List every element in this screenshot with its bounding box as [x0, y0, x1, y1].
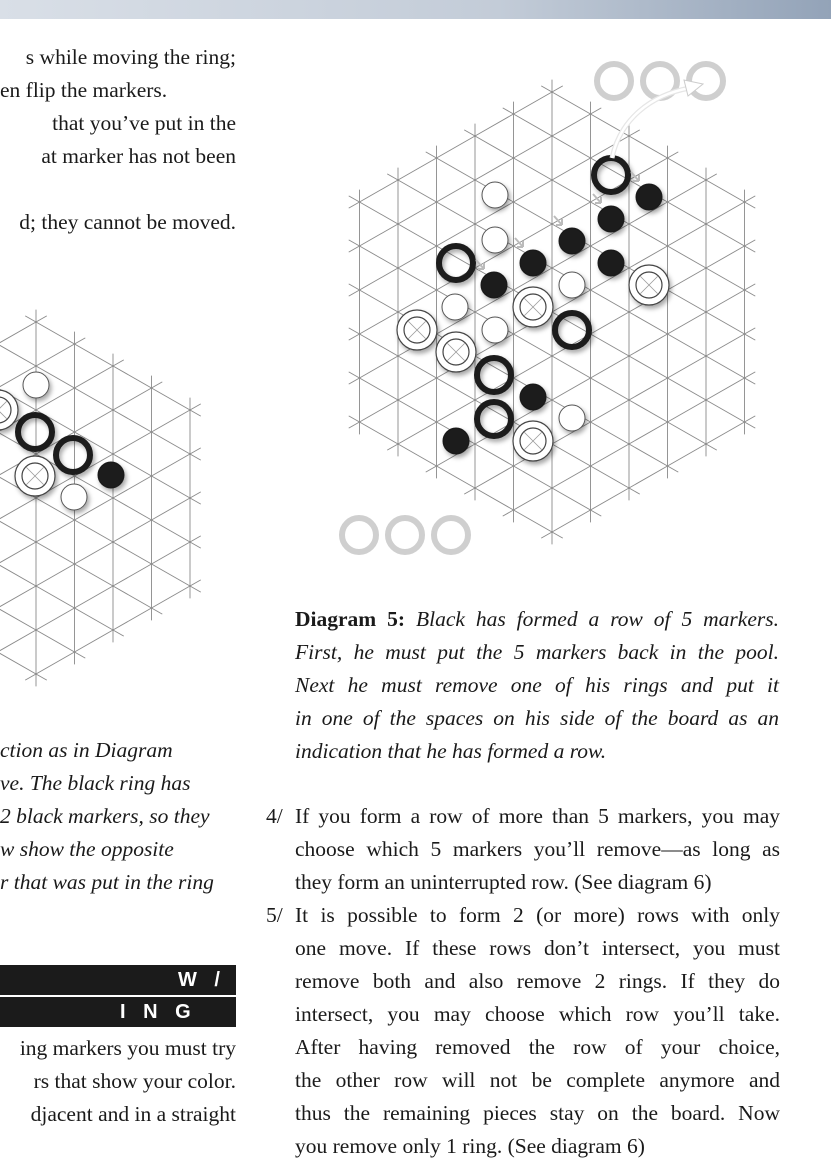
grid-stub [349, 328, 360, 334]
grid-line [152, 388, 191, 410]
rule-number: 5/ [266, 903, 283, 927]
rule-line: It is possible to form 2 (or more) rows with only [295, 903, 780, 927]
grid-stub [745, 372, 756, 378]
grid-line [629, 334, 668, 356]
scoring-ring [388, 518, 422, 552]
black-marker [636, 184, 662, 210]
grid-line [113, 432, 152, 454]
rule-line: the other row will not be complete anymore and [295, 1068, 780, 1092]
grid-line [475, 158, 514, 180]
left-caption-line: ve. The black ring has [0, 771, 191, 795]
grid-line [75, 520, 114, 542]
grid-line [360, 378, 399, 400]
grid-line [706, 422, 745, 444]
grid-stub [349, 416, 360, 422]
white-marker [482, 182, 508, 208]
black-ring [477, 402, 511, 436]
grid-line [514, 202, 553, 224]
grid-stub [706, 444, 717, 450]
grid-line [398, 422, 437, 444]
grid-line [668, 202, 707, 224]
rule-number: 4/ [266, 804, 283, 828]
grid-stub [113, 630, 124, 636]
grid-stub [464, 488, 475, 494]
rule-item [266, 800, 780, 899]
rule-line: After having removed the row of your choice, [295, 1035, 780, 1059]
grid-line [591, 422, 630, 444]
grid-line [668, 378, 707, 400]
grid-line [475, 466, 514, 488]
grid-stub [152, 382, 163, 388]
white-marker [559, 405, 585, 431]
grid-stub [349, 334, 360, 340]
grid-stub [152, 608, 163, 614]
left-text-line: that you’ve put in the [52, 111, 236, 135]
grid-line [75, 586, 114, 608]
grid-line [113, 410, 152, 432]
grid-line [591, 136, 630, 158]
grid-line [360, 400, 399, 422]
left-text-line: s while moving the ring; [25, 45, 236, 69]
grid-stub [349, 240, 360, 246]
grid-line [398, 180, 437, 202]
rule-line: thus the remaining pieces stay on the board. Now [295, 1101, 780, 1125]
grid-line [113, 366, 152, 388]
grid-line [591, 400, 630, 422]
grid-line [591, 312, 630, 334]
left-caption-line: r that was put in the ring [0, 870, 214, 894]
grid-stub [349, 284, 360, 290]
grid-line [75, 344, 114, 366]
grid-line [475, 444, 514, 466]
grid-line [552, 180, 591, 202]
grid-line [706, 224, 745, 246]
white-marker [482, 317, 508, 343]
black-marker [559, 228, 585, 254]
grid-line [706, 400, 745, 422]
grid-stub [745, 240, 756, 246]
left-text-line: d; they cannot be moved. [19, 210, 236, 234]
grid-stub [75, 338, 86, 344]
grid-line [668, 356, 707, 378]
grid-line [437, 136, 476, 158]
flip-arrow-icon [631, 172, 639, 181]
scoring-ring [597, 64, 631, 98]
grid-line [75, 410, 114, 432]
grid-line [629, 136, 668, 158]
scoring-ring [434, 518, 468, 552]
grid-line [0, 564, 36, 586]
scoring-ring [689, 64, 723, 98]
grid-line [437, 180, 476, 202]
grid-stub [190, 448, 201, 454]
grid-line [514, 488, 553, 510]
black-marker [520, 384, 546, 410]
grid-line [514, 510, 553, 532]
left-text-line: rs that show your color. [33, 1069, 236, 1093]
grid-line [706, 180, 745, 202]
grid-stub [349, 196, 360, 202]
grid-line [629, 466, 668, 488]
grid-line [360, 334, 399, 356]
grid-line [75, 608, 114, 630]
rules-list [266, 800, 780, 1163]
grid-line [0, 652, 36, 674]
left-caption-line: w show the opposite [0, 837, 174, 861]
grid-line [475, 488, 514, 510]
grid-stub [668, 466, 679, 472]
grid-line [437, 158, 476, 180]
grid-line [360, 290, 399, 312]
caption-line: First, he must put the 5 markers back in the pool. [295, 640, 779, 664]
left-text-line: at marker has not been [41, 144, 236, 168]
grid-line [668, 180, 707, 202]
grid-line [113, 564, 152, 586]
grid-line [552, 136, 591, 158]
black-marker [98, 462, 124, 488]
grid-stub [745, 416, 756, 422]
grid-stub [503, 108, 514, 114]
grid-line [437, 400, 476, 422]
flip-arrow-icon [554, 216, 562, 225]
grid-line [360, 180, 399, 202]
grid-line [0, 630, 36, 652]
grid-stub [349, 290, 360, 296]
grid-line [629, 312, 668, 334]
grid-line [75, 630, 114, 652]
grid-stub [349, 378, 360, 384]
grid-stub [387, 174, 398, 180]
grid-line [514, 334, 553, 356]
grid-stub [25, 316, 36, 322]
grid-line [514, 92, 553, 114]
grid-line [0, 498, 36, 520]
diagram-5-caption [295, 603, 779, 768]
grid-line [152, 432, 191, 454]
grid-line [360, 224, 399, 246]
grid-line [591, 466, 630, 488]
black-ring [56, 438, 90, 472]
grid-stub [75, 652, 86, 658]
grid-line [360, 246, 399, 268]
grid-line [437, 466, 476, 488]
grid-line [591, 378, 630, 400]
grid-line [113, 388, 152, 410]
caption-line: indication that he has formed a row. [295, 739, 607, 763]
white-marker [482, 227, 508, 253]
grid-line [398, 444, 437, 466]
grid-line [360, 268, 399, 290]
grid-line [668, 290, 707, 312]
grid-line [475, 114, 514, 136]
grid-line [398, 246, 437, 268]
grid-line [75, 366, 114, 388]
grid-stub [745, 422, 756, 428]
grid-line [0, 344, 36, 366]
scoring-ring [342, 518, 376, 552]
white-marker [559, 272, 585, 298]
black-marker [481, 272, 507, 298]
grid-line [36, 586, 75, 608]
caption-line: Black has formed a row of 5 markers. [416, 607, 779, 631]
grid-stub [349, 246, 360, 252]
grid-line [360, 312, 399, 334]
section-heading-line: W / [0, 965, 236, 995]
grid-line [591, 356, 630, 378]
grid-line [398, 158, 437, 180]
game-board-diagram-5 [320, 50, 750, 570]
grid-line [36, 542, 75, 564]
left-caption-line: ction as in Diagram [0, 738, 173, 762]
grid-line [437, 224, 476, 246]
section-heading-line: I N G [0, 997, 236, 1027]
grid-stub [426, 152, 437, 158]
left-caption-line: 2 black markers, so they [0, 804, 210, 828]
grid-line [75, 542, 114, 564]
grid-stub [629, 488, 640, 494]
grid-line [152, 586, 191, 608]
white-ring [0, 390, 18, 430]
grid-line [706, 334, 745, 356]
grid-line [36, 520, 75, 542]
grid-line [360, 202, 399, 224]
grid-stub [541, 86, 552, 92]
white-marker [61, 484, 87, 510]
board-grid [0, 310, 201, 687]
grid-line [552, 378, 591, 400]
grid-stub [36, 316, 47, 322]
grid-line [0, 322, 36, 344]
game-board-diagram-4 [0, 290, 240, 710]
grid-line [113, 542, 152, 564]
grid-stub [745, 378, 756, 384]
grid-line [75, 564, 114, 586]
grid-line [591, 290, 630, 312]
grid-line [706, 202, 745, 224]
grid-stub [591, 510, 602, 516]
grid-line [668, 158, 707, 180]
grid-stub [190, 586, 201, 592]
grid-stub [190, 404, 201, 410]
grid-stub [349, 202, 360, 208]
grid-stub [591, 108, 602, 114]
grid-line [668, 246, 707, 268]
grid-stub [706, 174, 717, 180]
grid-line [36, 608, 75, 630]
grid-line [475, 136, 514, 158]
grid-line [552, 158, 591, 180]
grid-line [514, 356, 553, 378]
black-marker [520, 250, 546, 276]
rule-line: you remove only 1 ring. (See diagram 6) [295, 1134, 645, 1158]
grid-line [706, 378, 745, 400]
black-marker [443, 428, 469, 454]
grid-line [398, 400, 437, 422]
left-text-line: en flip the markers. [0, 78, 168, 102]
grid-line [398, 268, 437, 290]
rule-item [266, 899, 780, 1163]
grid-stub [190, 454, 201, 460]
black-marker [598, 250, 624, 276]
grid-line [629, 444, 668, 466]
grid-line [514, 136, 553, 158]
grid-line [152, 542, 191, 564]
grid-line [152, 454, 191, 476]
white-marker [442, 294, 468, 320]
grid-line [514, 114, 553, 136]
grid-stub [745, 196, 756, 202]
grid-line [152, 564, 191, 586]
grid-line [113, 608, 152, 630]
grid-line [591, 488, 630, 510]
grid-line [113, 586, 152, 608]
grid-stub [552, 532, 563, 538]
grid-line [668, 268, 707, 290]
grid-line [552, 510, 591, 532]
grid-stub [668, 152, 679, 158]
grid-stub [190, 410, 201, 416]
grid-stub [552, 86, 563, 92]
grid-line [113, 520, 152, 542]
caption-line: in one of the spaces on his side of the board as an [295, 706, 779, 730]
white-marker [23, 372, 49, 398]
grid-stub [190, 536, 201, 542]
flip-arrow-icon [593, 194, 601, 203]
grid-line [591, 334, 630, 356]
rule-line: remove both and also remove 2 rings. If they do [295, 969, 780, 993]
grid-line [398, 378, 437, 400]
grid-line [0, 542, 36, 564]
grid-line [706, 268, 745, 290]
black-marker [598, 206, 624, 232]
grid-stub [629, 130, 640, 136]
grid-stub [36, 674, 47, 680]
grid-line [0, 608, 36, 630]
grid-line [629, 378, 668, 400]
grid-stub [745, 290, 756, 296]
grid-line [360, 356, 399, 378]
grid-line [398, 202, 437, 224]
grid-stub [190, 498, 201, 504]
grid-stub [745, 246, 756, 252]
grid-line [152, 476, 191, 498]
grid-line [75, 388, 114, 410]
grid-stub [190, 542, 201, 548]
grid-line [398, 224, 437, 246]
grid-stub [25, 674, 36, 680]
grid-line [113, 498, 152, 520]
grid-line [398, 356, 437, 378]
grid-line [668, 334, 707, 356]
grid-stub [426, 466, 437, 472]
grid-stub [464, 130, 475, 136]
grid-stub [190, 580, 201, 586]
grid-stub [745, 334, 756, 340]
grid-stub [745, 284, 756, 290]
grid-line [552, 466, 591, 488]
grid-line [552, 488, 591, 510]
black-ring [477, 358, 511, 392]
grid-line [668, 422, 707, 444]
grid-line [552, 444, 591, 466]
grid-line [36, 564, 75, 586]
grid-line [552, 92, 591, 114]
grid-line [706, 290, 745, 312]
rule-line: choose which 5 markers you’ll remove—as long as [295, 837, 780, 861]
grid-line [668, 312, 707, 334]
rule-line: one move. If these rows don’t intersect, you must [295, 936, 780, 960]
grid-line [668, 400, 707, 422]
grid-line [591, 444, 630, 466]
grid-line [36, 630, 75, 652]
grid-line [152, 498, 191, 520]
grid-line [36, 344, 75, 366]
grid-line [629, 224, 668, 246]
grid-line [552, 356, 591, 378]
grid-line [668, 224, 707, 246]
grid-stub [745, 202, 756, 208]
grid-line [706, 312, 745, 334]
grid-line [514, 158, 553, 180]
grid-line [437, 378, 476, 400]
rule-line: intersect, you may choose which row you’ll take. [295, 1002, 780, 1026]
black-ring [18, 415, 52, 449]
grid-line [437, 202, 476, 224]
diagram-5-label: Diagram 5: [295, 607, 406, 631]
caption-line: Next he must remove one of his rings and put it [295, 673, 779, 697]
grid-line [668, 444, 707, 466]
grid-line [0, 520, 36, 542]
black-ring [439, 246, 473, 280]
grid-line [152, 520, 191, 542]
grid-stub [190, 492, 201, 498]
flip-arrow-icon [476, 260, 484, 269]
grid-line [629, 422, 668, 444]
grid-line [36, 652, 75, 674]
grid-line [706, 246, 745, 268]
flip-arrow-icon [515, 238, 523, 247]
rule-line: If you form a row of more than 5 markers, you may [295, 804, 780, 828]
black-ring [594, 158, 628, 192]
header-bar [0, 0, 831, 19]
grid-stub [113, 360, 124, 366]
grid-line [706, 356, 745, 378]
grid-line [36, 322, 75, 344]
grid-line [514, 180, 553, 202]
left-text-line: ing markers you must try [19, 1036, 236, 1060]
grid-line [629, 400, 668, 422]
grid-stub [387, 444, 398, 450]
grid-line [398, 290, 437, 312]
rule-line: they form an uninterrupted row. (See diagram 6) [295, 870, 712, 894]
left-text-line: djacent and in a straight [30, 1102, 236, 1126]
grid-line [629, 356, 668, 378]
grid-line [360, 422, 399, 444]
grid-stub [745, 328, 756, 334]
grid-stub [541, 532, 552, 538]
grid-line [514, 466, 553, 488]
grid-line [552, 114, 591, 136]
grid-line [0, 586, 36, 608]
grid-stub [349, 422, 360, 428]
grid-line [152, 410, 191, 432]
grid-stub [503, 510, 514, 516]
grid-stub [349, 372, 360, 378]
